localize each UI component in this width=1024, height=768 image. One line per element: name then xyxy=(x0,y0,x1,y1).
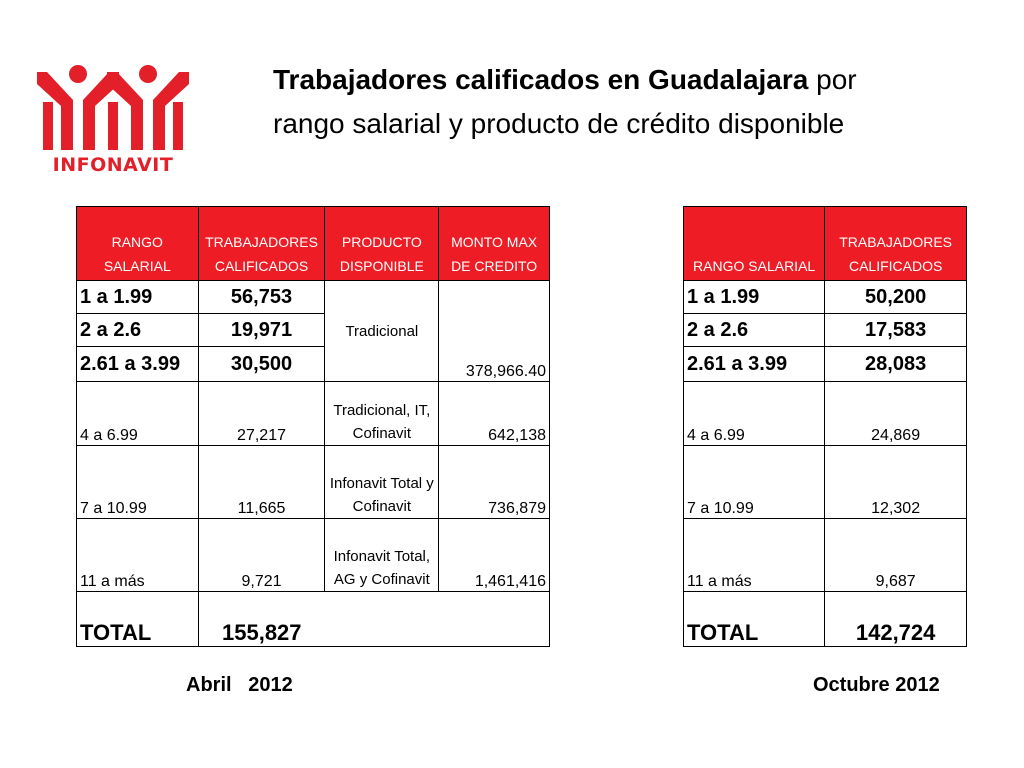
logo-text: INFONAVIT xyxy=(52,154,174,176)
header-trabajadores: TRABAJADORES CALIFICADOS xyxy=(825,207,967,281)
trabajadores-cell: 30,500 xyxy=(198,347,325,382)
caption-right: Octubre 2012 xyxy=(813,674,940,696)
rango-cell: 2.61 a 3.99 xyxy=(77,347,199,382)
rango-cell: 4 a 6.99 xyxy=(77,382,199,446)
left-table xyxy=(76,206,550,647)
table-header-row xyxy=(684,207,967,281)
monto-cell: 736,879 xyxy=(439,446,550,519)
trabajadores-cell: 28,083 xyxy=(825,347,967,382)
rango-cell: 2 a 2.6 xyxy=(684,314,825,347)
table-row xyxy=(684,382,967,446)
infonavit-logo xyxy=(33,62,193,180)
total-row xyxy=(77,592,550,647)
trabajadores-cell: 50,200 xyxy=(825,281,967,314)
table-row xyxy=(77,519,550,592)
title-bold: Trabajadores calificados en Guadalajara xyxy=(273,64,809,95)
rango-cell: 1 a 1.99 xyxy=(77,281,199,314)
monto-cell: 642,138 xyxy=(439,382,550,446)
producto-cell: Infonavit Total, AG y Cofinavit xyxy=(325,519,439,592)
title-rest: por xyxy=(808,64,857,95)
rango-cell: 11 a más xyxy=(684,519,825,592)
trabajadores-cell: 17,583 xyxy=(825,314,967,347)
producto-group-cell: Tradicional xyxy=(325,281,439,382)
total-value: 142,724 xyxy=(825,592,967,647)
page-title xyxy=(273,58,973,146)
table-row xyxy=(77,382,550,446)
right-table xyxy=(683,206,967,647)
producto-cell: Tradicional, IT, Cofinavit xyxy=(325,382,439,446)
caption-left: Abril 2012 xyxy=(186,674,293,696)
table-row xyxy=(684,347,967,382)
monto-cell: 1,461,416 xyxy=(439,519,550,592)
table-header-row xyxy=(77,207,550,281)
rango-cell: 7 a 10.99 xyxy=(684,446,825,519)
trabajadores-cell: 9,687 xyxy=(825,519,967,592)
rango-cell: 2.61 a 3.99 xyxy=(684,347,825,382)
trabajadores-cell: 11,665 xyxy=(198,446,325,519)
table-row xyxy=(684,281,967,314)
header-producto: PRODUCTO DISPONIBLE xyxy=(325,207,439,281)
table-row xyxy=(77,446,550,519)
trabajadores-cell: 27,217 xyxy=(198,382,325,446)
title-line-2: rango salarial y producto de crédito disponible xyxy=(273,108,845,139)
table-row xyxy=(684,519,967,592)
table-row xyxy=(77,281,550,314)
header-monto: MONTO MAX DE CREDITO xyxy=(439,207,550,281)
infonavit-emblem-icon xyxy=(33,62,193,154)
rango-cell: 7 a 10.99 xyxy=(77,446,199,519)
total-value: 155,827 xyxy=(198,592,325,647)
table-row xyxy=(684,314,967,347)
trabajadores-cell: 56,753 xyxy=(198,281,325,314)
rango-cell: 2 a 2.6 xyxy=(77,314,199,347)
total-row xyxy=(684,592,967,647)
total-label: TOTAL xyxy=(77,592,199,647)
header-rango: RANGO SALARIAL xyxy=(77,207,199,281)
rango-cell: 1 a 1.99 xyxy=(684,281,825,314)
producto-cell: Infonavit Total y Cofinavit xyxy=(325,446,439,519)
rango-cell: 11 a más xyxy=(77,519,199,592)
total-label: TOTAL xyxy=(684,592,825,647)
trabajadores-cell: 19,971 xyxy=(198,314,325,347)
monto-group-cell: 378,966.40 xyxy=(439,281,550,382)
header-rango: RANGO SALARIAL xyxy=(684,207,825,281)
trabajadores-cell: 9,721 xyxy=(198,519,325,592)
trabajadores-cell: 12,302 xyxy=(825,446,967,519)
table-row xyxy=(684,446,967,519)
trabajadores-cell: 24,869 xyxy=(825,382,967,446)
header-trabajadores: TRABAJADORES CALIFICADOS xyxy=(198,207,325,281)
rango-cell: 4 a 6.99 xyxy=(684,382,825,446)
